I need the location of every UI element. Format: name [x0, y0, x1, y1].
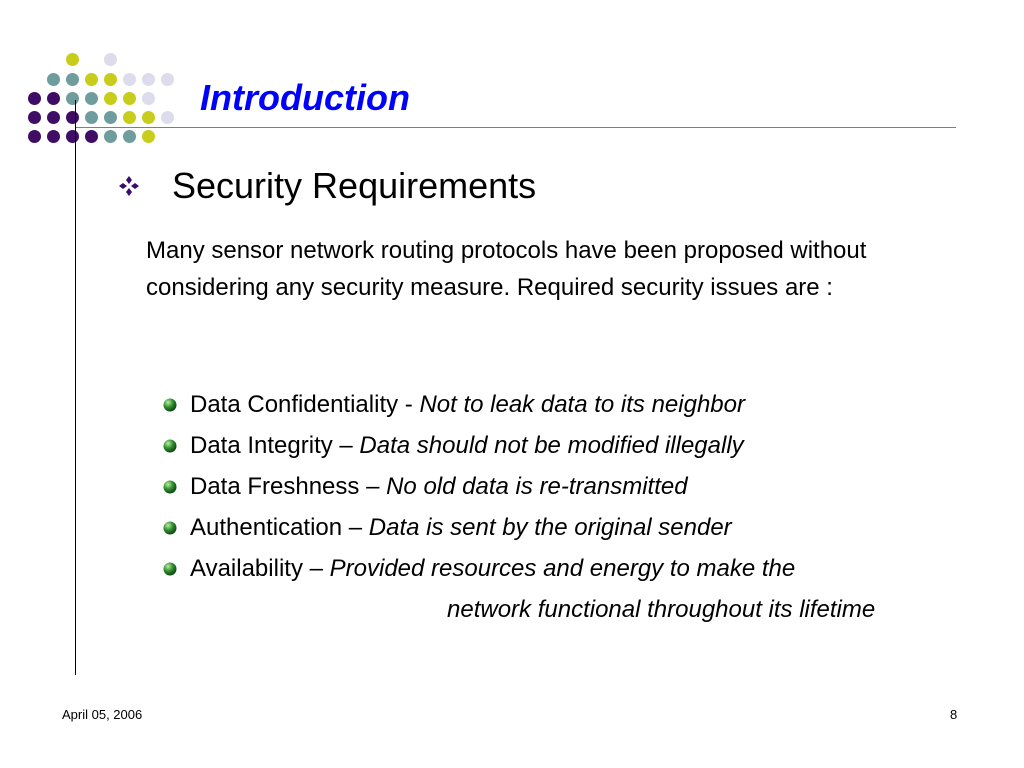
dot	[123, 111, 136, 124]
dot	[66, 73, 79, 86]
dot	[66, 53, 79, 66]
dot	[85, 111, 98, 124]
requirement-separator: –	[359, 473, 387, 500]
dot	[85, 73, 98, 86]
dot	[66, 130, 79, 143]
dot	[28, 92, 41, 105]
green-sphere-icon	[163, 398, 177, 412]
requirement-description: Data is sent by the original sender	[368, 514, 732, 541]
dot	[161, 111, 174, 124]
dot	[85, 130, 98, 143]
four-diamond-icon	[118, 175, 140, 197]
dot	[123, 73, 136, 86]
requirement-separator: –	[342, 514, 369, 541]
requirements-list	[163, 384, 1003, 630]
intro-paragraph: Many sensor network routing protocols have been proposed without considering any security measure. Required security issues are :	[146, 237, 867, 301]
dot	[28, 130, 41, 143]
requirement-description: Provided resources and energy to make the	[329, 555, 796, 582]
decorative-dot-grid	[28, 50, 178, 150]
requirement-description: Not to leak data to its neighbor	[419, 391, 745, 418]
requirement-term: Data Integrity	[190, 432, 333, 459]
requirement-description: Data should not be modified illegally	[359, 432, 744, 459]
section-heading-text: Security Requirements	[172, 165, 537, 206]
dot	[142, 130, 155, 143]
dot	[47, 111, 60, 124]
green-sphere-icon	[163, 439, 177, 453]
requirement-description: No old data is re-transmitted	[386, 473, 688, 500]
requirement-separator: –	[332, 432, 360, 459]
dot	[104, 130, 117, 143]
dot	[104, 92, 117, 105]
dot	[47, 73, 60, 86]
list-item	[163, 425, 1003, 466]
page-number: 8	[950, 707, 958, 722]
dot	[104, 73, 117, 86]
title-underline	[76, 127, 956, 128]
footer-date: April 05, 2006	[62, 707, 143, 722]
dot	[142, 73, 155, 86]
list-item	[163, 548, 1003, 630]
requirement-separator: -	[398, 391, 420, 418]
dot	[104, 53, 117, 66]
list-item	[163, 466, 1003, 507]
dot	[161, 73, 174, 86]
green-sphere-icon	[163, 521, 177, 535]
requirement-description-continued: network functional throughout its lifetime	[447, 596, 876, 623]
list-item	[163, 384, 1003, 425]
dot	[123, 130, 136, 143]
green-sphere-icon	[163, 562, 177, 576]
vertical-rule	[75, 100, 76, 675]
dot	[47, 92, 60, 105]
requirement-term: Data Confidentiality	[190, 391, 399, 418]
green-sphere-icon	[163, 480, 177, 494]
requirement-term: Data Freshness	[190, 473, 360, 500]
section-heading	[118, 164, 536, 208]
list-item	[163, 507, 1003, 548]
dot	[85, 92, 98, 105]
dot	[123, 92, 136, 105]
dot	[142, 111, 155, 124]
requirement-separator: –	[302, 555, 330, 582]
dot	[104, 111, 117, 124]
requirement-term: Availability	[190, 555, 303, 582]
dot	[47, 130, 60, 143]
requirement-term: Authentication	[190, 514, 343, 541]
dot	[66, 111, 79, 124]
dot	[66, 92, 79, 105]
dot	[142, 92, 155, 105]
dot	[28, 111, 41, 124]
slide-title: Introduction	[200, 77, 410, 118]
